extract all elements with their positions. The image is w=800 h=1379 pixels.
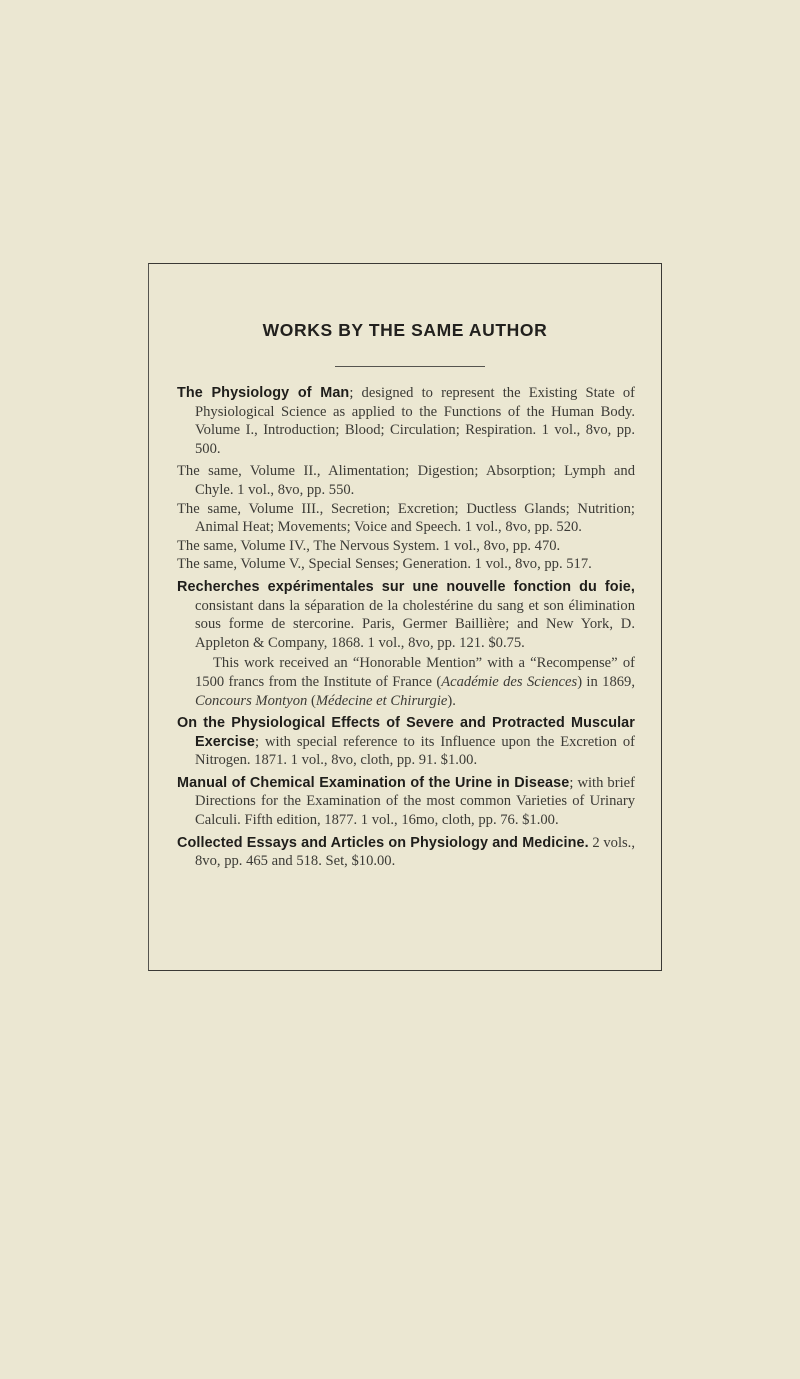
note-text-end: ). — [447, 692, 456, 709]
award-note — [177, 654, 635, 710]
heading-rule — [335, 366, 485, 367]
work-urine-manual — [177, 774, 635, 830]
work-title: Collected Essays and Articles on Physiology and Medicine. — [177, 834, 589, 851]
work-title: On the Physiological Effects of Severe and Protracted Muscular Exercise — [177, 715, 635, 750]
work-description: with special reference to its Influence upon the Excretion of Nitrogen. 1871. 1 vol., 8vo, cloth, pp. 91. $1.00. — [195, 733, 636, 769]
work-muscular-exercise — [177, 714, 635, 770]
volume-4-entry: The same, Volume IV., The Nervous System. 1 vol., 8vo, pp. 470. — [177, 537, 561, 554]
volume-3-entry: The same, Volume III., Secretion; Excretion; Ductless Glands; Nutrition; Animal Heat; Movements; Voice and Speech. 1 vol., 8vo, pp. 520. — [177, 500, 635, 536]
note-italic-concours: Concours Montyon — [195, 692, 308, 709]
work-description: 2 vols., 8vo, pp. 465 and 518. Set, $10.00. — [195, 834, 635, 870]
title-separator: ; — [349, 385, 362, 401]
work-recherches — [177, 578, 635, 652]
work-title: Recherches expérimentales sur une nouvelle fonction du foie, — [177, 578, 635, 595]
work-description: consistant dans la séparation de la cholestérine du sang et son élimination sous forme de stercorine. Paris, Germer Baillière; and New York, D. Appleton & Company, 1868. 1 vol., 8vo, pp. 121. $0.75. — [195, 597, 635, 651]
note-text-mid: ) in 1869, — [577, 673, 635, 690]
bordered-frame — [148, 263, 662, 971]
note-text: This work received an “Honorable Mention” with a “Recompense” of 1500 francs from the Institute of France ( — [195, 655, 635, 690]
title-separator: ; — [569, 774, 578, 791]
note-italic-medecine: Médecine et Chirurgie — [315, 692, 448, 709]
page-heading: WORKS BY THE SAME AUTHOR — [262, 320, 548, 340]
title-separator: ; — [255, 733, 265, 750]
work-physiology-of-man — [177, 384, 635, 458]
note-italic-academie: Académie des Sciences — [441, 673, 578, 690]
work-title: Manual of Chemical Examination of the Urine in Disease — [177, 774, 570, 791]
volume-5-entry: The same, Volume V., Special Senses; Generation. 1 vol., 8vo, pp. 517. — [177, 556, 592, 573]
work-collected-essays — [177, 834, 635, 871]
work-description: with brief Directions for the Examination of the most common Varieties of Urinary Calculi. Fifth edition, 1877. 1 vol., 16mo, cloth, pp. 76. $1.00. — [195, 774, 635, 829]
works-list — [177, 384, 635, 875]
work-description: designed to represent the Existing State of Physiological Science as applied to the Functions of the Human Body. Volume I., Introduction; Blood; Circulation; Respiration. 1 vol., 8vo, pp. 500. — [195, 385, 635, 457]
volume-2-entry: The same, Volume II., Alimentation; Digestion; Absorption; Lymph and Chyle. 1 vol., 8vo, pp. 550. — [177, 463, 635, 498]
work-title: The Physiology of Man — [177, 385, 350, 401]
note-text-mid2: ( — [307, 692, 316, 709]
